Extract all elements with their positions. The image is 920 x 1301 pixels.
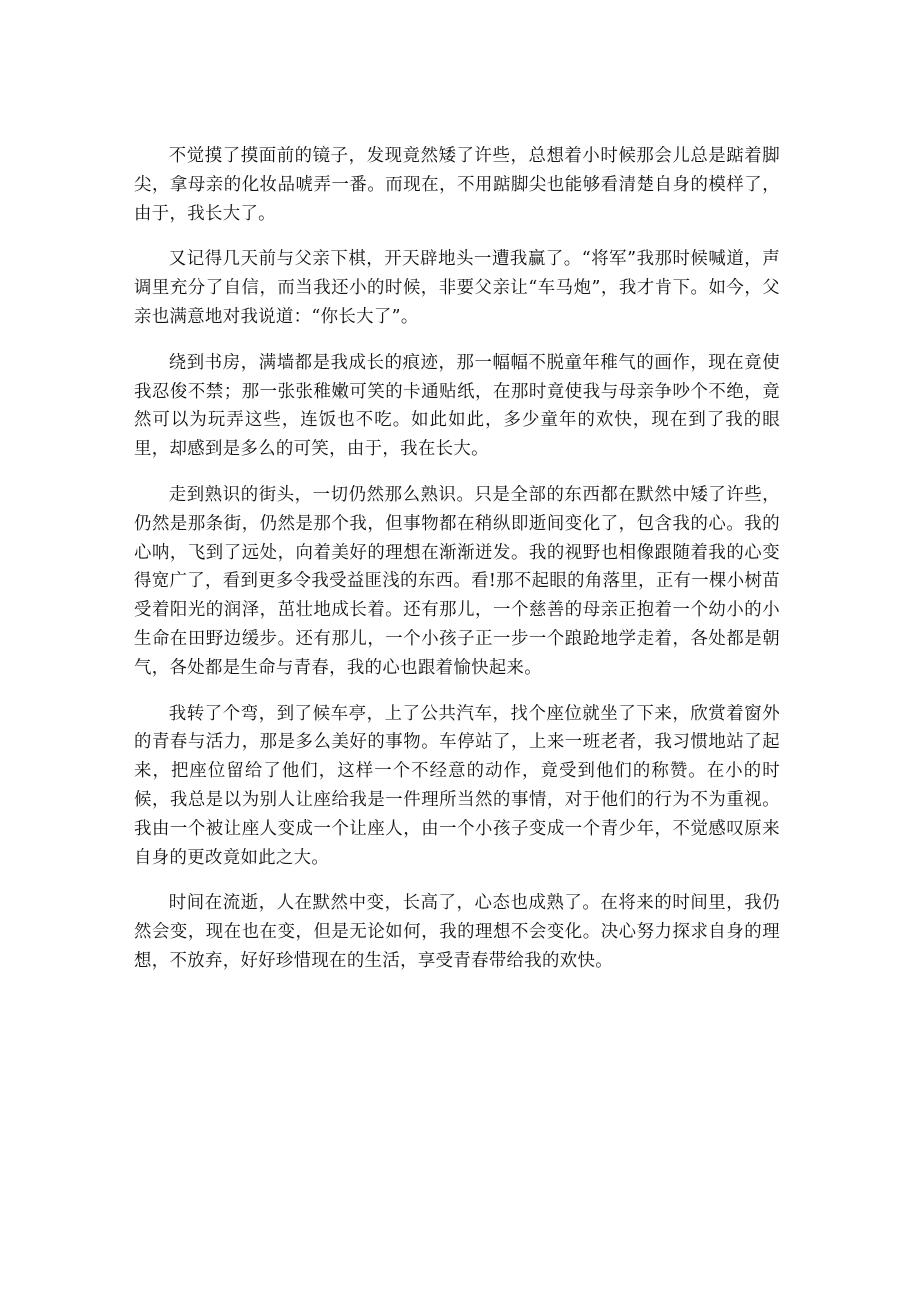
paragraph-3: 绕到书房，满墙都是我成长的痕迹，那一幅幅不脱童年稚气的画作，现在竟使我忍俊不禁；那一张张稚嫩可笑的卡通贴纸，在那时竟使我与母亲争吵个不绝，竟然可以为玩弄这些，连饭也不吃。如此如此，多少童年的欢快，现在到了我的眼里，却感到是多么的可笑，由于，我在长大。 — [134, 352, 780, 460]
paragraph-6: 时间在流逝，人在默然中变，长高了，心态也成熟了。在将来的时间里，我仍然会变，现在也在变，但是无论如何，我的理想不会变化。决心努力探求自身的理想，不放弃，好好珍惜现在的生活，享受青春带给我的欢快。 — [134, 893, 780, 971]
paragraph-1: 不觉摸了摸面前的镜子，发现竟然矮了许些，总想着小时候那会儿总是踮着脚尖，拿母亲的化妆品唬弄一番。而现在，不用踮脚尖也能够看清楚自身的模样了，由于，我长大了。 — [134, 146, 780, 224]
essay-body — [134, 142, 780, 993]
paragraph-4: 走到熟识的街头，一切仍然那么熟识。只是全部的东西都在默然中矮了许些，仍然是那条街，仍然是那个我，但事物都在稍纵即逝间变化了，包含我的心。我的心呐，飞到了远处，向着美好的理想在渐渐迸发。我的视野也相像跟随着我的心变得宽广了，看到更多令我受益匪浅的东西。看!那不起眼的角落里，正有一棵小树苗受着阳光的润泽，茁壮地成长着。还有那儿，一个慈善的母亲正抱着一个幼小的小生命在田野边缓步。还有那儿，一个小孩子正一步一个踉跄地学走着，各处都是朝气，各处都是生命与青春，我的心也跟着愉快起来。 — [134, 484, 781, 678]
paragraph-2: 又记得几天前与父亲下棋，开天辟地头一遭我赢了。“将军”我那时候喊道，声调里充分了自信，而当我还小的时候，非要父亲让“车马炮”，我才肯下。如今，父亲也满意地对我说道：“你长大了”。 — [134, 249, 780, 327]
paragraph-5: 我转了个弯，到了候车亭，上了公共汽车，找个座位就坐了下来，欣赏着窗外的青春与活力，那是多么美好的事物。车停站了，上来一班老者，我习惯地站了起来，把座位留给了他们，这样一个不经意的动作，竟受到他们的称赞。在小的时候，我总是以为别人让座给我是一件理所当然的事情，对于他们的行为不为重视。我由一个被让座人变成一个让座人，由一个小孩子变成一个青少年，不觉感叹原来自身的更改竟如此之大。 — [134, 703, 780, 868]
